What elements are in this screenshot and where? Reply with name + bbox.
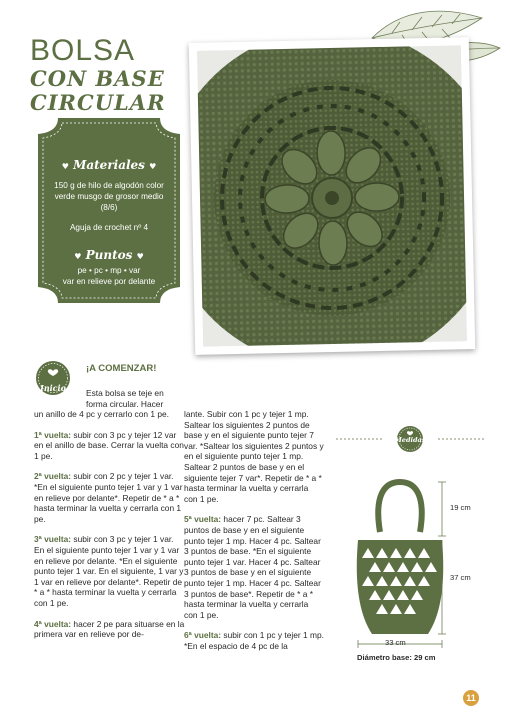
- title-line-2: CON BASE: [30, 66, 165, 91]
- title-line-1: BOLSA: [30, 34, 136, 67]
- title-line-3: CIRCULAR: [30, 90, 166, 115]
- crochet-doily-image: [197, 45, 467, 346]
- stitches-heading: Puntos: [85, 248, 133, 262]
- heart-icon: ♥: [74, 251, 82, 261]
- measure-base: Diámetro base: 29 cm: [357, 653, 436, 662]
- inicio-label: Inicio: [40, 383, 66, 393]
- measure-top: 19 cm: [450, 503, 471, 512]
- heart-icon: ♥: [149, 161, 157, 171]
- stitches-line-2: var en relieve por delante: [62, 277, 156, 286]
- round-6: [184, 630, 324, 651]
- round-1-text: subir con 3 pc y tejer 12 var en el anillo de base. Cerrar la vuelta con 1 pe.: [34, 429, 184, 461]
- materials-body: 150 g de hilo de algodón color verde musgo de grosor medio (8/6): [54, 181, 164, 212]
- round-2-text: subir con 2 pc y tejer 1 var. *En el siguiente punto tejer 1 var y 1 var en relieve por delante*. Repetir de * a * hasta terminar la vuelta y cerrarla con 1 pe.: [34, 471, 183, 524]
- round-1: [34, 430, 186, 462]
- round-3-text: subir con 3 pc y tejer 1 var. En el siguiente punto tejer 1 var y 1 var en relieve por delante. *En el siguiente punto tejer 1 var. En el siguiente, 1 var y 1 var en relieve por delante*. Repetir de * a * hasta terminar la vuelta y cerrarla con 1 pe.: [34, 534, 184, 608]
- round-1-label: 1ª vuelta:: [34, 429, 72, 440]
- round-2: [34, 471, 186, 524]
- intro-line-2: forma circular. Hacer: [86, 398, 164, 409]
- comenzar-heading: ¡A COMENZAR!: [86, 363, 157, 374]
- round-5: [184, 514, 324, 620]
- materials-heading: Materiales: [73, 158, 145, 172]
- medidas-heading: Medidas: [394, 436, 426, 444]
- stitches-line-1: pe • pc • mp • var: [77, 266, 141, 275]
- round-5-label: 5ª vuelta:: [184, 514, 222, 525]
- round-3: [34, 534, 186, 608]
- intro-line-1: Esta bolsa se teje en: [86, 388, 164, 398]
- round-4-label: 4ª vuelta:: [34, 618, 72, 629]
- round-5-text: hacer 7 pc. Saltear 3 puntos de base y en el siguiente punto tejer 1 mp. Hacer 4 pc. Saltear 3 puntos de base. *En el siguiente punto tejer 1 var. Hacer 4 pc. Saltear 3 puntos de base y en el siguiente punto tejer 1 mp. Hacer 4 pc. Saltear 3 puntos de base*. Repetir de * a * hasta terminar la vuelta y cerrarla con 1 pe.: [184, 514, 321, 620]
- heart-icon: ♥: [136, 251, 144, 261]
- round-3-label: 3ª vuelta:: [34, 534, 72, 545]
- page-number: 11: [463, 690, 479, 706]
- intro-line-3: un anillo de 4 pc y cerrarlo con 1 pe.: [34, 409, 170, 419]
- round-6-text: subir con 1 pc y tejer 1 mp. *En el espacio de 4 pc de la: [184, 630, 324, 651]
- crochet-photo: [189, 37, 475, 355]
- measure-body: 37 cm: [450, 573, 471, 582]
- round-4: [34, 619, 186, 640]
- materials-label: [38, 118, 180, 303]
- round-4-continued: lante. Subir con 1 pc y tejer 1 mp. Saltear los siguientes 2 puntos de base y en el siguiente punto tejer 7 var. *Saltear los siguientes 2 puntos y en el siguiente punto tejer 1 mp. Saltear 2 puntos de base y en el siguiente tejer 7 var*. Repetir de * a * hasta terminar la vuelta y cerrarla con 1 pe.: [184, 409, 324, 504]
- round-2-label: 2ª vuelta:: [34, 471, 72, 482]
- round-6-label: 6ª vuelta:: [184, 630, 222, 641]
- heart-icon: ♥: [61, 161, 69, 171]
- round-4-text: hacer 2 pe para situarse en la primera var en relieve por de-: [34, 618, 185, 640]
- measure-width: 33 cm: [385, 638, 406, 647]
- hook-size: Aguja de crochet nº 4: [69, 223, 149, 232]
